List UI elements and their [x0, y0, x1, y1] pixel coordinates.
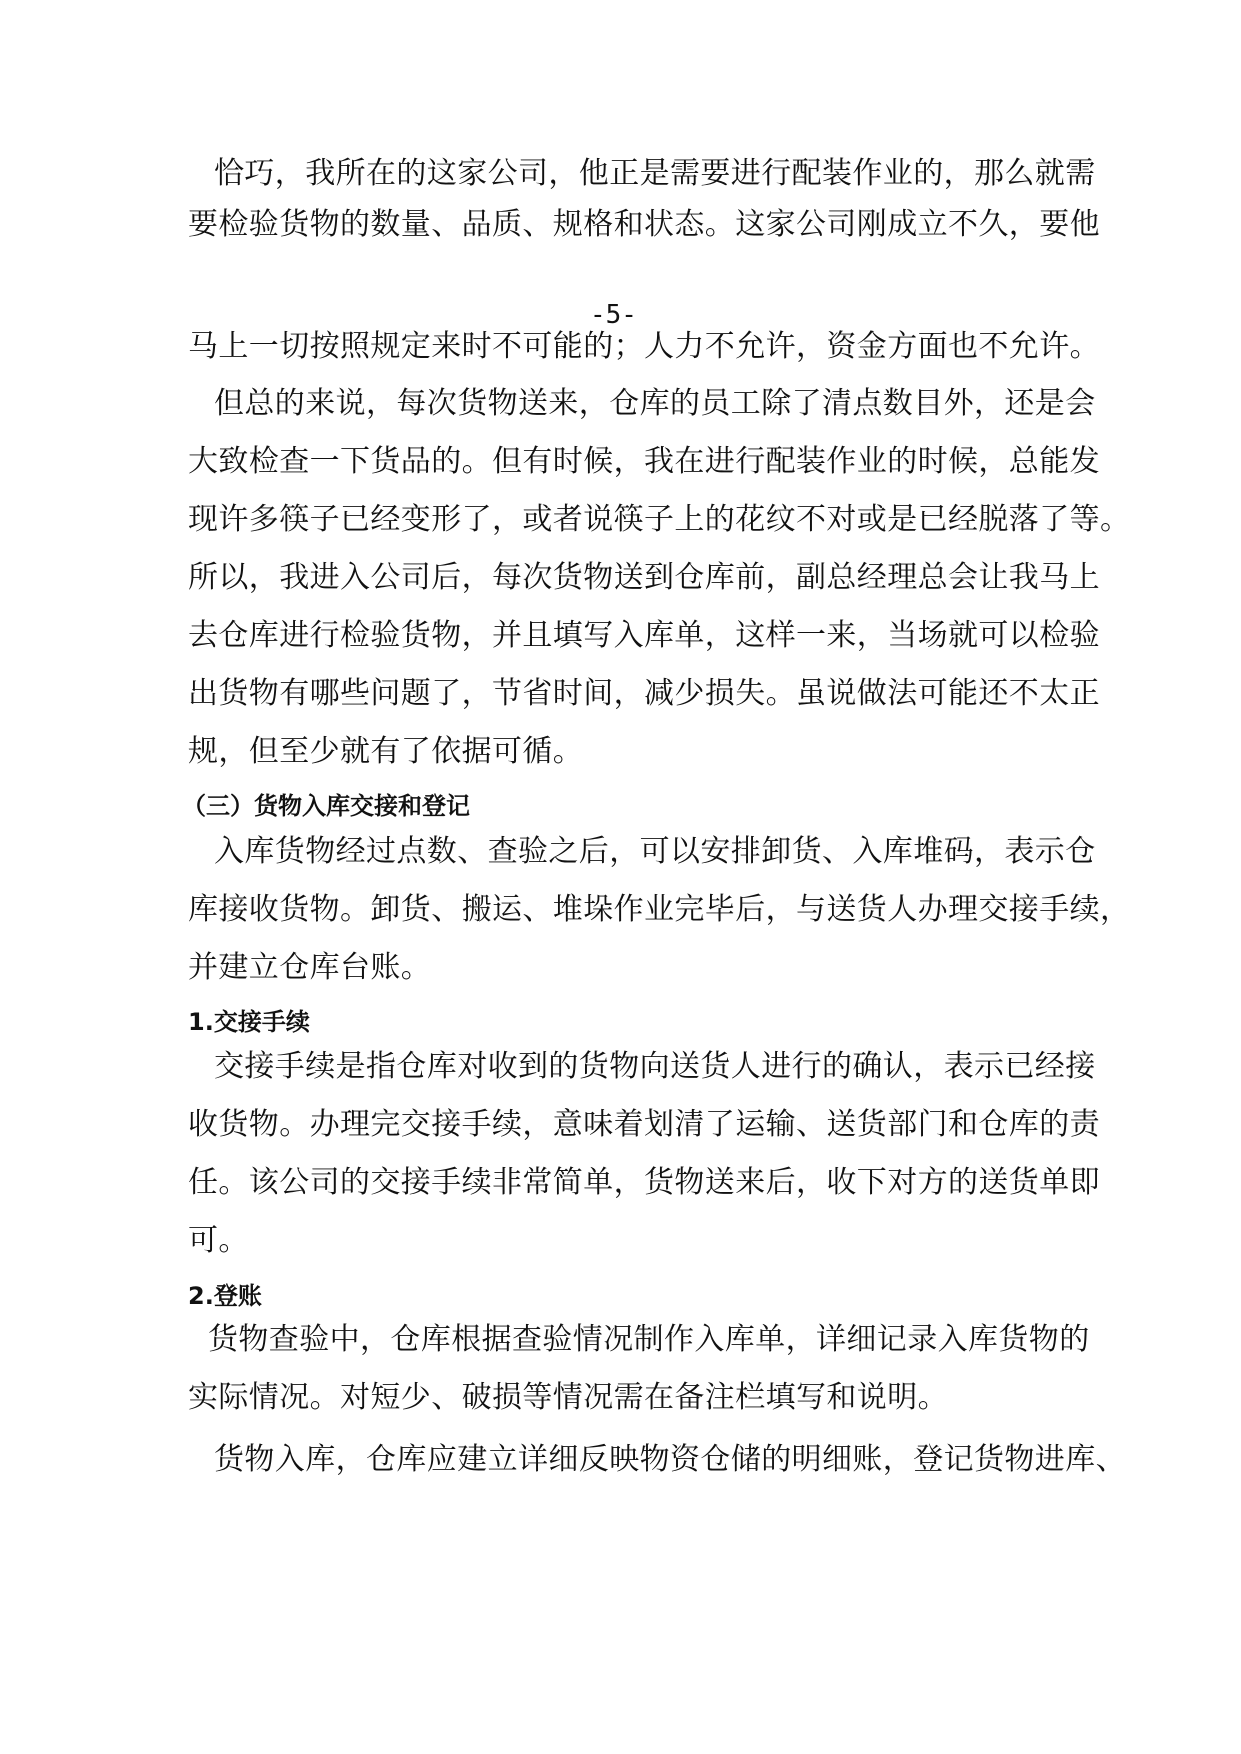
paragraph-line: 但总的来说，每次货物送来，仓库的员工除了清点数目外，还是会 [214, 386, 1096, 421]
paragraph-line: 库接收货物。卸货、搬运、堆垛作业完毕后，与送货人办理交接手续， [188, 892, 1131, 927]
paragraph-line: 入库货物经过点数、查验之后，可以安排卸货、入库堆码，表示仓 [214, 834, 1096, 869]
paragraph-line: 可。 [188, 1223, 249, 1258]
paragraph-line: 任。该公司的交接手续非常简单，货物送来后，收下对方的送货单即 [188, 1165, 1100, 1200]
paragraph-line: 规，但至少就有了依据可循。 [188, 734, 584, 769]
paragraph-line: 大致检查一下货品的。但有时候，我在进行配装作业的时候，总能发 [188, 444, 1100, 479]
paragraph-line: 要检验货物的数量、品质、规格和状态。这家公司刚成立不久，要他 [188, 207, 1100, 242]
paragraph-line: 货物入库，仓库应建立详细反映物资仓储的明细账，登记货物进库、 [214, 1442, 1126, 1477]
paragraph-line: 并建立仓库台账。 [188, 950, 432, 985]
paragraph-line: 货物查验中，仓库根据查验情况制作入库单，详细记录入库货物的 [208, 1322, 1090, 1357]
subheading: 2.登账 [188, 1282, 262, 1310]
subheading: 1.交接手续 [188, 1008, 310, 1036]
paragraph-line: 所以，我进入公司后，每次货物送到仓库前，副总经理总会让我马上 [188, 560, 1100, 595]
page-number: -5- [590, 300, 637, 330]
paragraph-line: 马上一切按照规定来时不可能的；人力不允许，资金方面也不允许。 [188, 329, 1100, 364]
paragraph-line: 实际情况。对短少、破损等情况需在备注栏填写和说明。 [188, 1380, 948, 1415]
paragraph-line: 交接手续是指仓库对收到的货物向送货人进行的确认，表示已经接 [214, 1049, 1096, 1084]
paragraph-line: 去仓库进行检验货物，并且填写入库单，这样一来，当场就可以检验 [188, 618, 1100, 653]
paragraph-line: 恰巧，我所在的这家公司，他正是需要进行配装作业的，那么就需 [214, 156, 1096, 191]
paragraph-line: 出货物有哪些问题了，节省时间，减少损失。虽说做法可能还不太正 [188, 676, 1100, 711]
paragraph-line: 收货物。办理完交接手续，意味着划清了运输、送货部门和仓库的责 [188, 1107, 1100, 1142]
section-heading: （三）货物入库交接和登记 [182, 792, 470, 820]
paragraph-line: 现许多筷子已经变形了，或者说筷子上的花纹不对或是已经脱落了等。 [188, 502, 1131, 537]
